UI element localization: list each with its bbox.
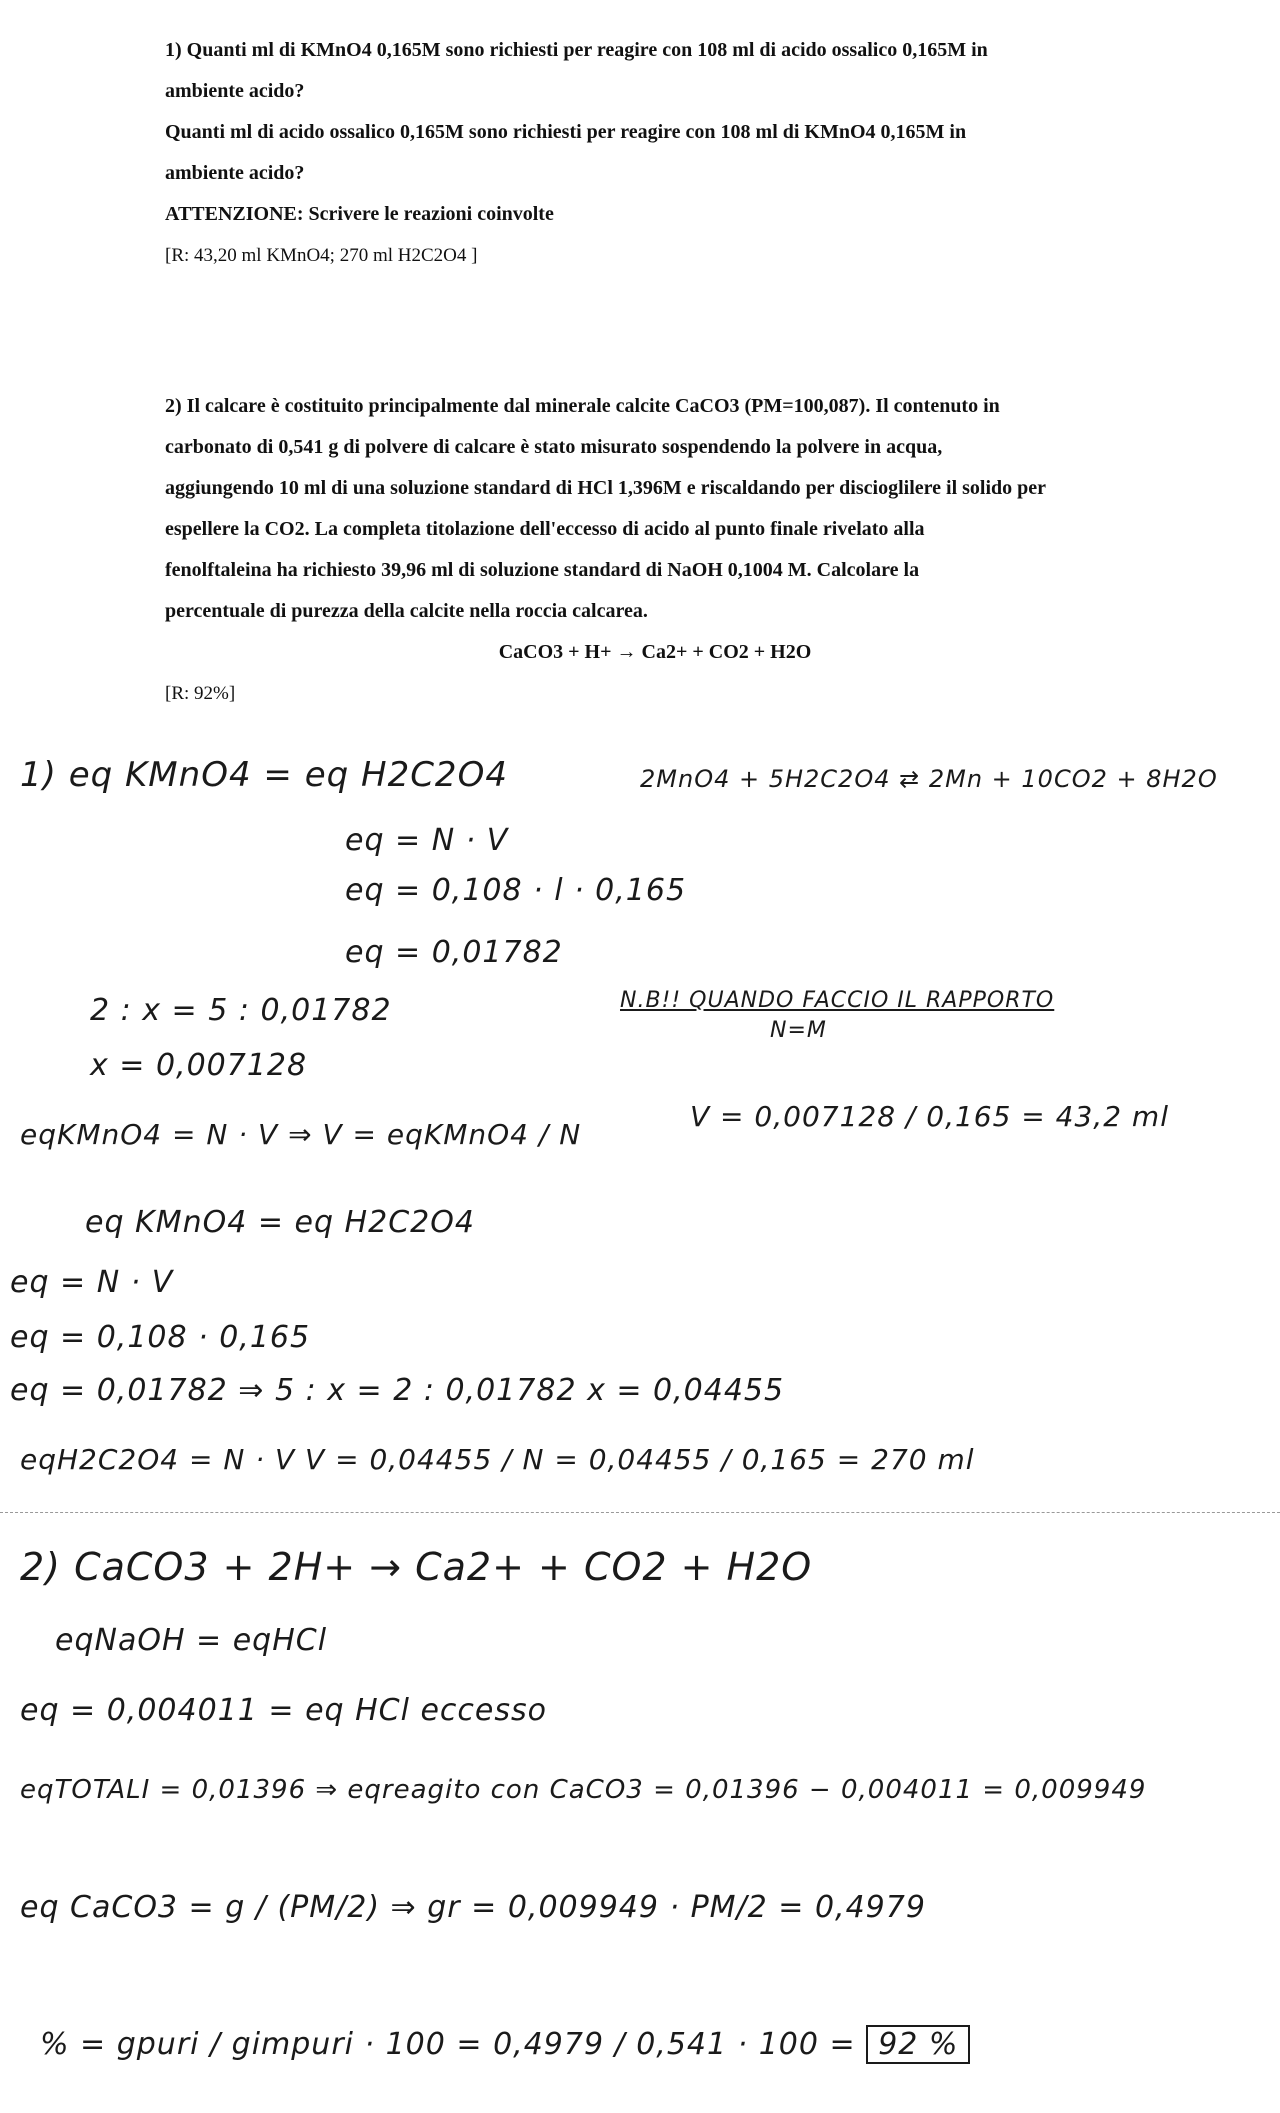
hw-s1-note-2: N=M	[770, 1018, 827, 1043]
hw-s1-line-9: eq = N · V	[10, 1265, 174, 1300]
exercise-1-line-4: ambiente acido?	[165, 162, 305, 184]
hw-s2-percent-formula: % = gpuri / gimpuri · 100 = 0,4979 / 0,541 · 100 =	[40, 2027, 856, 2062]
exercise-2-line-3: aggiungendo 10 ml di una soluzione standard di HCl 1,396M e riscaldando per discioglilere il solido per	[165, 477, 1047, 499]
exercise-2-line-5: fenolftaleina ha richiesto 39,96 ml di soluzione standard di NaOH 0,1004 M. Calcolare la	[165, 559, 920, 581]
hw-s2-line-4: eqTOTALI = 0,01396 ⇒ eqreagito con CaCO3 = 0,01396 − 0,004011 = 0,009949	[20, 1775, 1147, 1805]
exercise-1-text	[165, 30, 1145, 276]
hw-s2-line-2: eqNaOH = eqHCl	[55, 1623, 328, 1658]
hw-s1-line-6: x = 0,007128	[90, 1048, 308, 1083]
hw-s1-line-8: eq KMnO4 = eq H2C2O4	[85, 1205, 475, 1240]
hw-s2-final-result: 92 %	[866, 2025, 970, 2064]
hw-s1-line-4: eq = 0,01782	[345, 935, 563, 970]
exercise-1-answer: [R: 43,20 ml KMnO4; 270 ml H2C2O4 ]	[165, 245, 478, 266]
hw-s2-line-1: 2) CaCO3 + 2H+ → Ca2+ + CO2 + H2O	[20, 1545, 813, 1589]
hw-s2-line-5: eq CaCO3 = g / (PM/2) ⇒ gr = 0,009949 · PM/2 = 0,4979	[20, 1890, 926, 1925]
exercise-2-line-1: 2) Il calcare è costituito principalmente dal minerale calcite CaCO3 (PM=100,087). Il contenuto in	[165, 395, 1000, 417]
hw-s2-line-6	[40, 2027, 970, 2062]
exercise-1-line-2: ambiente acido?	[165, 80, 305, 102]
exercise-2-text	[165, 386, 1145, 714]
exercise-2-line-6: percentuale di purezza della calcite nella roccia calcarea.	[165, 600, 648, 622]
exercise-1-line-3: Quanti ml di acido ossalico 0,165M sono richiesti per reagire con 108 ml di KMnO4 0,165M in	[165, 121, 967, 143]
exercise-2-line-4: espellere la CO2. La completa titolazione dell'eccesso di acido al punto finale rivelato alla	[165, 518, 925, 540]
hw-s1-line-7b: V = 0,007128 / 0,165 = 43,2 ml	[690, 1100, 1169, 1133]
hw-s1-line-2: eq = N · V	[345, 823, 509, 858]
hw-s1-line-11: eq = 0,01782 ⇒ 5 : x = 2 : 0,01782 x = 0,04455	[10, 1373, 785, 1408]
section-divider	[0, 1512, 1280, 1513]
exercise-1-warning: ATTENZIONE: Scrivere le reazioni coinvolte	[165, 203, 554, 225]
hw-s2-line-3: eq = 0,004011 = eq HCl eccesso	[20, 1693, 547, 1728]
hw-s1-eq: 1) eq KMnO4 = eq H2C2O4	[20, 755, 508, 795]
exercise-1-line-1: 1) Quanti ml di KMnO4 0,165M sono richiesti per reagire con 108 ml di acido ossalico 0,165M in	[165, 39, 988, 61]
hw-s1-line-10: eq = 0,108 · 0,165	[10, 1320, 311, 1355]
hw-s1-note: N.B!! QUANDO FACCIO IL RAPPORTO	[620, 988, 1055, 1013]
hw-s1-line-5: 2 : x = 5 : 0,01782	[90, 993, 392, 1028]
exercise-2-answer: [R: 92%]	[165, 683, 236, 704]
exercise-2-line-2: carbonato di 0,541 g di polvere di calcare è stato misurato sospendendo la polvere in acqua,	[165, 436, 943, 458]
hw-s1-line-7: eqKMnO4 = N · V ⇒ V = eqKMnO4 / N	[20, 1118, 582, 1151]
exercise-2-reaction: CaCO3 + H+ → Ca2+ + CO2 + H2O	[498, 641, 812, 663]
hw-s1-line-3: eq = 0,108 · l · 0,165	[345, 873, 687, 908]
hw-s1-reaction: 2MnO4 + 5H2C2O4 ⇄ 2Mn + 10CO2 + 8H2O	[640, 765, 1218, 793]
hw-s1-line-12: eqH2C2O4 = N · V V = 0,04455 / N = 0,04455 / 0,165 = 270 ml	[20, 1443, 975, 1476]
